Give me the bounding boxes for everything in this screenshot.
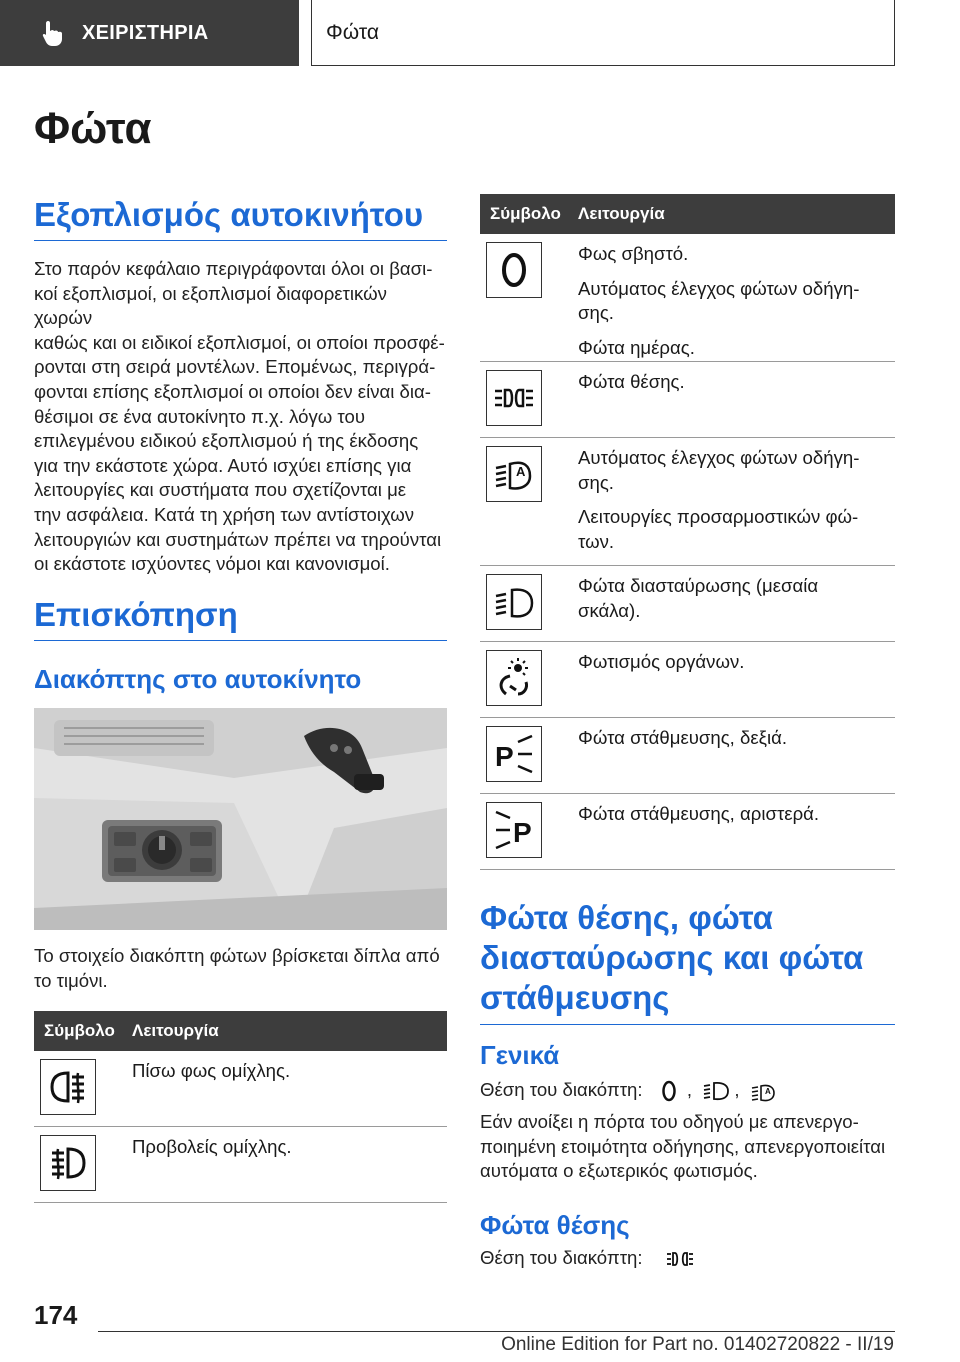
switch-positions-line	[480, 1078, 895, 1104]
table-header	[480, 194, 895, 234]
text-line: θέσιμοι σε ένα αυτοκίνητο π.χ. λόγω του	[34, 405, 366, 427]
low-beam-icon	[703, 1078, 729, 1104]
row-text: Λειτουργίες προσαρμοστικών φώ-	[578, 506, 859, 528]
heading-line: Φώτα θέσης, φώτα	[480, 899, 773, 936]
text-line: επιλεγμένου ειδικού εξοπλισμού ή της έκδοσης	[34, 430, 419, 452]
row-text: Φωτισμός οργάνων.	[578, 651, 745, 672]
row-text: Φώτα θέσης.	[578, 371, 685, 392]
switch-in-car-heading: Διακόπτης στο αυτοκίνητο	[34, 664, 362, 694]
light-switch-table	[480, 194, 895, 870]
parking-light-right-icon	[486, 726, 542, 782]
row-text: Φώτα στάθμευσης, δεξιά.	[578, 727, 788, 748]
text-line: λειτουργίες και συστήματα που σχετίζονται με	[34, 479, 407, 501]
table-row	[480, 438, 895, 566]
table-row	[480, 794, 895, 870]
text-line: για την εκάστοτε χώρα. Αυτό ισχύει επίσης για	[34, 454, 412, 476]
position-switch-line	[480, 1246, 895, 1272]
table-row	[480, 362, 895, 438]
heading-line: διασταύρωσης και φώτα	[480, 939, 864, 976]
row-text: Φως σβηστό.	[578, 243, 689, 264]
chapter-title: Φώτα	[326, 20, 379, 44]
row-text: Αυτόματος έλεγχος φώτων οδήγη-	[578, 447, 860, 468]
text-line: ποιημένη ετοιμότητα οδήγησης, απενεργοποιείται	[480, 1135, 886, 1157]
row-text: σης.	[578, 471, 614, 493]
table-row	[480, 566, 895, 642]
general-heading: Γενικά	[480, 1040, 560, 1070]
rear-fog-light-icon	[40, 1059, 96, 1115]
text-line: κοί εξοπλισμοί, οι εξοπλισμοί διαφορετικών χωρών	[34, 282, 387, 329]
low-beam-icon	[486, 574, 542, 630]
parking-light-left-icon	[486, 802, 542, 858]
text-line: ρονται στη σειρά μοντέλων. Επομένως, περιγρά-	[34, 356, 436, 378]
table-row	[34, 1051, 447, 1127]
row-text: Φώτα στάθμευσης, αριστερά.	[578, 803, 820, 824]
caption-line: Το στοιχείο διακόπτη φώτων βρίσκεται δίπλα από	[34, 945, 440, 966]
col-symbol-header: Σύμβολο	[490, 204, 561, 223]
svg-text:P: P	[495, 741, 514, 772]
switch-caption	[34, 944, 447, 993]
text-line: καθώς και οι ειδικοί εξοπλισμοί, οι οποίοι προσφέ-	[34, 331, 445, 353]
separator: ,	[686, 1079, 693, 1100]
text-line: λειτουργιών και συστημάτων πρέπει να τηρούνται	[34, 528, 442, 550]
hand-pointer-icon	[40, 19, 66, 47]
table-row	[480, 642, 895, 718]
caption-line: το τιμόνι.	[34, 969, 108, 991]
parking-lights-icon	[486, 370, 542, 426]
front-fog-light-icon	[40, 1135, 96, 1191]
row-text: σης.	[578, 302, 614, 324]
svg-text:A: A	[764, 1087, 771, 1097]
svg-text:P: P	[513, 817, 532, 848]
table-header	[34, 1011, 447, 1051]
lights-off-zero-icon	[486, 242, 542, 298]
text-line: οι εκάστοτε ισχύοντες νόμοι και κανονισμοί.	[34, 553, 390, 575]
fog-lights-table	[34, 1011, 447, 1203]
text-line: φονται επίσης εξοπλισμοί οι οποίοι δεν είναι δια-	[34, 380, 431, 402]
page-title: Φώτα	[34, 104, 152, 153]
text-line: την ασφάλεια. Κατά τη χρήση των αντίστοιχων	[34, 503, 415, 525]
light-switch-photo	[34, 708, 447, 930]
row-text: Πίσω φως ομίχλης.	[132, 1060, 291, 1081]
page-number: 174	[34, 1300, 78, 1330]
row-text: Φώτα ημέρας.	[578, 336, 695, 358]
row-text: Φώτα διασταύρωσης (μεσαία	[578, 575, 819, 596]
auto-headlight-icon	[751, 1078, 777, 1104]
auto-headlight-icon	[486, 446, 542, 502]
heading-line: στάθμευσης	[480, 979, 670, 1016]
general-paragraph	[480, 1110, 895, 1184]
table-row	[480, 234, 895, 362]
position-label: Θέση του διακόπτη:	[480, 1247, 643, 1268]
col-function-header: Λειτουργία	[132, 1021, 219, 1040]
switch-position-label: Θέση του διακόπτη:	[480, 1079, 643, 1100]
position-low-parking-heading	[480, 898, 895, 1025]
row-text: των.	[578, 530, 615, 552]
table-row	[34, 1127, 447, 1203]
manual-tab[interactable]	[0, 0, 299, 66]
svg-text:A: A	[516, 464, 526, 479]
equipment-paragraph	[34, 257, 447, 577]
text-line: Στο παρόν κεφάλαιο περιγράφονται όλοι οι βασι-	[34, 258, 433, 279]
instrument-lighting-icon	[486, 650, 542, 706]
col-function-header: Λειτουργία	[578, 204, 665, 223]
row-text: σκάλα).	[578, 599, 641, 621]
lights-off-zero-icon	[656, 1078, 682, 1104]
row-text: Αυτόματος έλεγχος φώτων οδήγη-	[578, 277, 860, 299]
overview-heading: Επισκόπηση	[34, 596, 447, 641]
equipment-heading: Εξοπλισμός αυτοκινήτου	[34, 196, 447, 241]
position-lights-heading: Φώτα θέσης	[480, 1210, 630, 1240]
manual-label: ΧΕΙΡΙΣΤΗΡΙΑ	[82, 21, 209, 44]
text-line: Εάν ανοίξει η πόρτα του οδηγού με απενεργο-	[480, 1111, 859, 1132]
separator: ,	[734, 1079, 740, 1100]
text-line: αυτόματα ο εξωτερικός φωτισμός.	[480, 1160, 758, 1182]
row-text: Προβολείς ομίχλης.	[132, 1136, 292, 1157]
footer-edition: Online Edition for Part no. 01402720822 - II/19	[501, 1334, 894, 1355]
chapter-header	[311, 0, 895, 66]
table-row	[480, 718, 895, 794]
col-symbol-header: Σύμβολο	[44, 1021, 115, 1040]
parking-lights-icon	[656, 1246, 704, 1272]
footer-divider	[98, 1331, 895, 1332]
